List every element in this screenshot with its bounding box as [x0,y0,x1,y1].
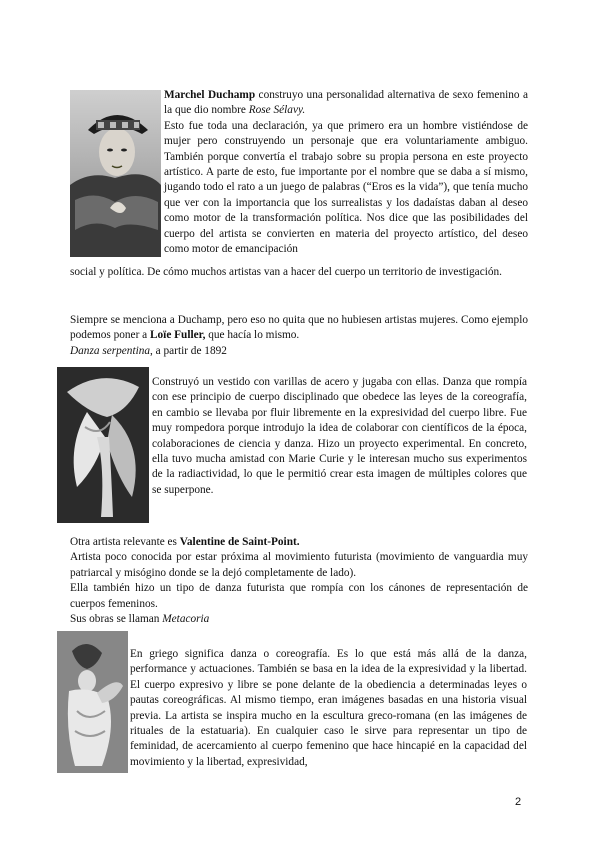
saint-point-name: Valentine de Saint-Point. [179,536,300,548]
rose-selavy-alias: Rose Sélavy. [248,104,306,117]
metacoria-title: Metacoria [162,613,210,626]
fuller-intro-end: que hacía lo mismo. [205,329,300,342]
rose-selavy-photo [70,90,161,257]
duchamp-body-end: social y política. De cómo muchos artistas van a hacer del cuerpo un territorio de investigación. [70,266,502,278]
saint-point-line4: Sus obras se llaman [70,613,163,626]
fuller-intro [70,313,528,359]
fuller-body-text: Construyó un vestido con varillas de acero y jugaba con ellas. Danza que rompía con ese principio de cuerpo disciplinado que obedece las leyes de la coreografía, en cambio se llevaba por fluir libremente en la expresividad del cuerpo libre. Fue muy rompedora porque introdujo la idea de colaborar con científicos de la época, colaboraciones de ciencia y danza. Hizo un proyecto experimental. En concreto, ella tuvo mucha amistad con Marie Curie y le interesan mucho sus experimentos de la radiactividad, lo que le permitió crear esta imagen de múltiples colores que se superpone. [152,376,527,496]
danza-serpentina-title: Danza serpentina [70,344,151,357]
metacoria-body-text: En griego significa danza o coreografía. Es lo que está más allá de la danza, performance y actuaciones. También se basa en la idea de la expresividad y la libertad. El cuerpo expresivo y libre se pone delante de la obediencia a determinadas leyes o pautas coreográficas. Al mismo tiempo, eran imágenes basadas en una historia visual previa. La artista se inspira mucho en la escultura greco-romana (en las imágenes de rituales de la estatuaria). En cualquier caso le sirve para representar un tipo de feminidad, de acercamiento al cuerpo femenino que hace hincapié en la capacidad del movimiento y la libertad, expresividad, [130,648,527,768]
duchamp-paragraph [164,88,528,257]
saint-point-text [70,535,528,627]
loie-fuller-photo [57,367,149,523]
saint-point-line2: Artista poco conocida por estar próxima al movimiento futurista (movimiento de vanguardia muy patriarcal y misógino donde se la dejó completamente de lado). [70,551,528,579]
fuller-name: Loïe Fuller, [150,329,206,342]
page-number: 2 [515,796,522,808]
duchamp-body: Esto fue toda una declaración, ya que primero era un hombre vistiéndose de mujer pero construyendo un personaje que era voluntariamente ambiguo. También porque convertía el trabajo sobre su propia persona en este proyecto artístico. A parte de esto, fue importante por el nombre que se daba a sí mismo, jugando todo el rato a un juego de palabras (“Eros es la vida”), que tenía mucho que ver con la importancia que los surrealistas y los dadaístas daban al deseo como motor de la transformación política. Nos dice que las posibilidades del cuerpo del artista se convierten en materia del proyecto artístico, del deseo como motor de emancipación [164,119,528,256]
duchamp-name: Marchel Duchamp [164,89,256,101]
metacoria-body [130,647,527,770]
fuller-body [152,375,527,498]
duchamp-intro: construyo una personalidad alternativa de sexo femenino a la que dio nombre [164,89,528,117]
saint-point-intro: Otra artista relevante es [70,536,180,548]
danza-serpentina-date: , a partir de 1892 [150,344,227,357]
saint-point-line3: Ella también hizo un tipo de danza futurista que rompía con los cánones de representación de cuerpos femeninos. [70,582,528,610]
saint-point-photo [57,631,128,773]
fuller-intro-text: Siempre se menciona a Duchamp, pero eso no quita que no hubiesen artistas mujeres. Como ejemplo podemos poner a [70,314,528,342]
duchamp-paragraph-end [70,265,528,280]
